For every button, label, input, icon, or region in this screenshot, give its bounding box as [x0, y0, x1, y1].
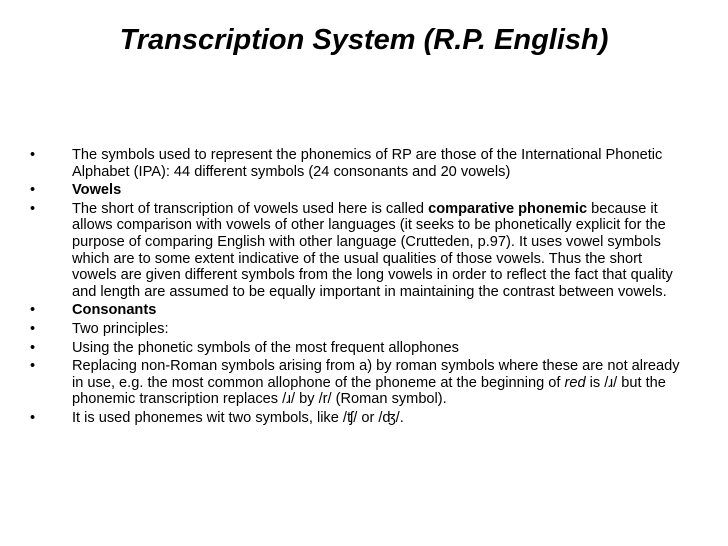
- bullet-text: The symbols used to represent the phonemics of RP are those of the International Phonetic Alphabet (IPA): 44 different symbols (24 consonants and 20 vowels): [72, 147, 663, 180]
- bullet-text: Replacing non-Roman symbols arising from a) by roman symbols where these are not already in use, e.g. the most common allophone of the phoneme at the beginning of: [72, 358, 680, 391]
- bullet-text: The short of transcription of vowels used here is called: [72, 200, 429, 217]
- bullet-icon: •: [30, 409, 36, 426]
- bullet-item-consonants: [30, 302, 690, 319]
- bullet-heading-consonants: Consonants: [72, 302, 157, 319]
- bullet-item-principles: [30, 321, 690, 338]
- bullet-item-two-symbols: [30, 410, 690, 427]
- bullet-icon: •: [30, 200, 36, 217]
- bullet-icon: •: [30, 320, 36, 337]
- slide-title: Transcription System (R.P. English): [119, 24, 609, 56]
- bullet-text-continued: because it allows comparison with vowels of other languages (it seeks to be phonetically explicit for the purpose of comparing English with other language (Crutteden, p.97). It uses vowel symbols which are to some extent indicative of the usual qualities of those vowels. Thus the short vowels are given different symbols from the long vowels in order to reflect the fact that quality and length are assumed to be equally important in maintaining the contrast between vowels.: [72, 200, 673, 300]
- bullet-item-ipa: [30, 147, 690, 180]
- bullet-item-roman-symbols: [30, 358, 690, 408]
- bullet-icon: •: [30, 339, 36, 356]
- bullet-text-continued: is /ɹ/ but the phonemic transcription replaces /ɹ/ by /r/ (Roman symbol).: [72, 374, 666, 408]
- bullet-icon: •: [30, 302, 36, 319]
- bullet-text: Using the phonetic symbols of the most frequent allophones: [72, 339, 459, 356]
- bullet-item-vowels: [30, 182, 690, 199]
- bullet-list: [30, 147, 690, 429]
- bullet-emphasis-term: comparative phonemic: [428, 200, 588, 217]
- bullet-item-allophones: [30, 340, 690, 357]
- bullet-icon: •: [30, 358, 36, 375]
- bullet-icon: •: [30, 182, 36, 199]
- bullet-italic-word: red: [564, 374, 586, 391]
- bullet-item-comparative-phonemic: [30, 201, 690, 301]
- bullet-icon: •: [30, 147, 36, 163]
- bullet-text: It is used phonemes wit two symbols, like /ʧ/ or /ʤ/.: [72, 409, 404, 426]
- bullet-text: Two principles:: [72, 320, 169, 337]
- bullet-heading-vowels: Vowels: [72, 182, 122, 199]
